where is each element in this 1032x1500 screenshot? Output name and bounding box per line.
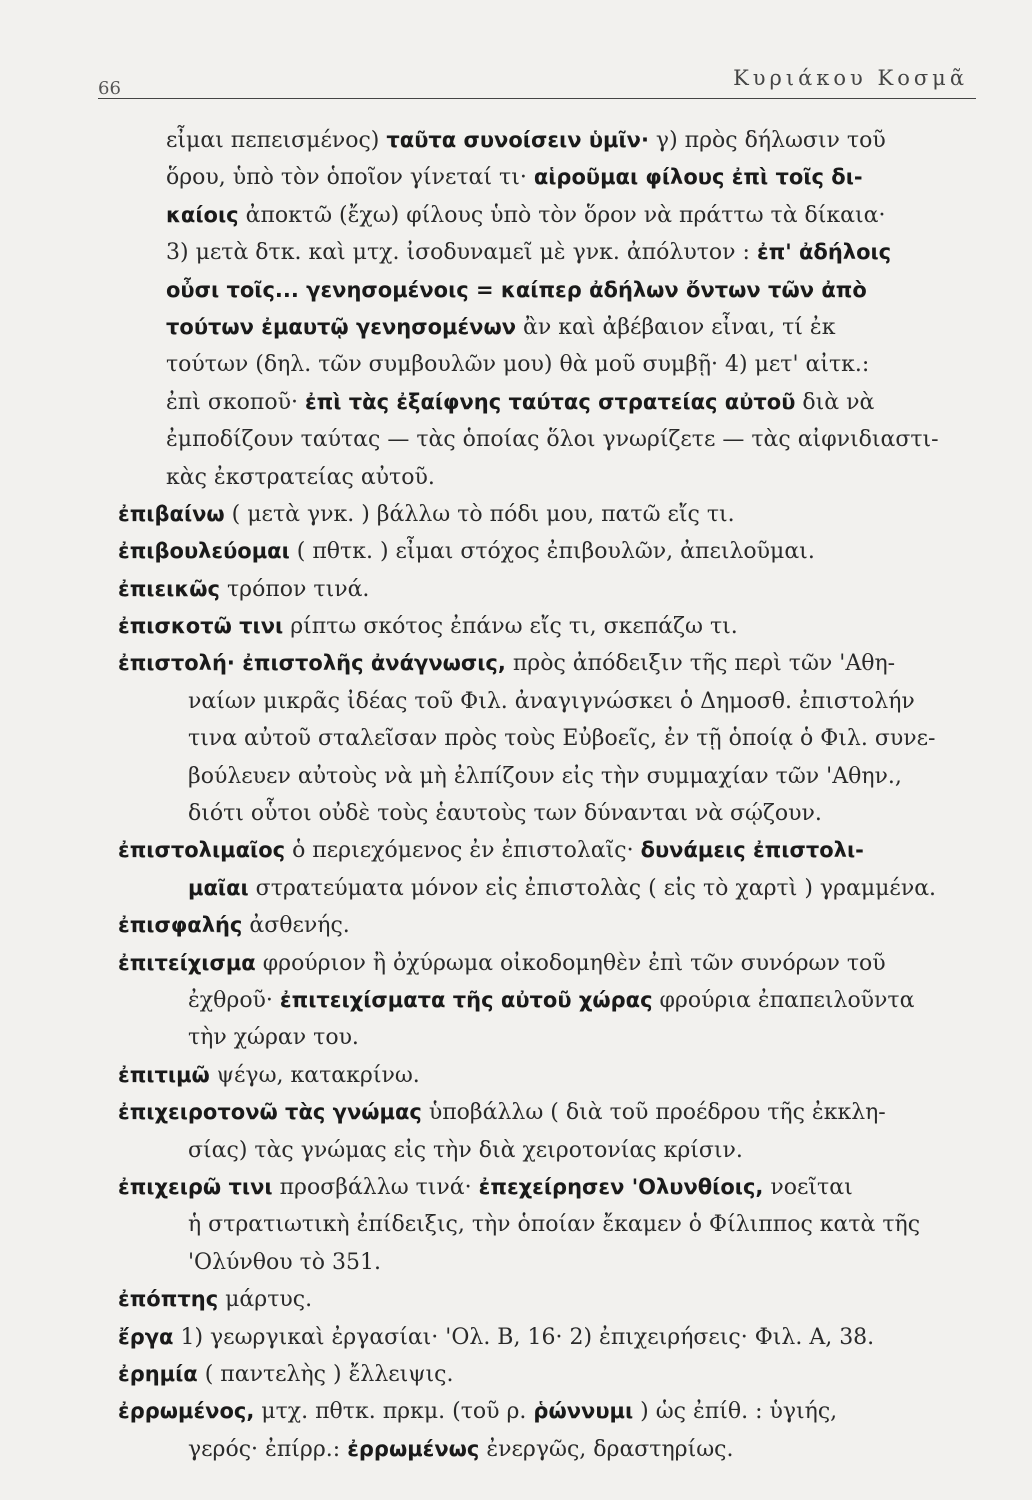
headword: ἐπιτιμῶ (118, 1062, 210, 1087)
definition-text: φρούριον ἢ ὀχύρωμα οἰκοδομηθὲν ἐπὶ τῶν συνόρων τοῦ (255, 950, 886, 976)
definition-text: μτχ. πθτκ. πρκμ. (τοῦ ρ. (254, 1399, 534, 1425)
headword: ἐπιβαίνω (118, 501, 225, 526)
definition-text: φρούρια ἐπαπειλοῦντα (652, 987, 915, 1013)
text-line (118, 1094, 988, 1131)
text-line (118, 795, 988, 832)
text-line (118, 1206, 988, 1243)
headword: ἐπισκοτῶ τινι (118, 614, 284, 639)
headword: καίοις (166, 202, 239, 227)
headword: ἐπόπτης (118, 1287, 219, 1312)
text-line (118, 720, 988, 757)
definition-text: τρόπον τινά. (219, 576, 370, 602)
definition-text: ( παντελὴς ) ἔλλειψις. (197, 1361, 454, 1387)
text-line (118, 1356, 988, 1393)
definition-text: στρατεύματα μόνον εἰς ἐπιστολὰς ( εἰς τὸ χαρτὶ ) γραμμένα. (248, 875, 937, 901)
text-line (118, 1244, 988, 1281)
text-line (118, 384, 988, 421)
text-line (118, 945, 988, 982)
page-number: 66 (98, 78, 121, 99)
definition-text: διότι οὗτοι οὐδὲ τοὺς ἑαυτοὺς των δύνανται νὰ σῴζουν. (188, 801, 822, 827)
headword: ἐπιχειρῶ τινι (118, 1174, 273, 1199)
headword: μαῖαι (188, 875, 249, 900)
text-line (118, 870, 988, 907)
text-line (118, 645, 988, 682)
text-line (118, 459, 988, 496)
text-line (118, 421, 988, 458)
headword: ἐπιστολή· ἐπιστολῆς ἀνάγνωσις, (118, 651, 506, 676)
text-line (118, 1393, 988, 1430)
headword: ἐπιτείχισμα (118, 950, 256, 975)
text-line (118, 1281, 988, 1318)
headword: ἐρρωμένος, (118, 1399, 255, 1424)
headword: ἐπισφαλής (118, 913, 243, 938)
definition-text: ) ὡς ἐπίθ. : ὑγιής, (633, 1399, 838, 1425)
headword: ἐρημία (118, 1361, 198, 1386)
headword: ἐπεχείρησεν 'Ολυνθίοις, (478, 1174, 764, 1199)
definition-text: γ) πρὸς δήλωσιν τοῦ (648, 128, 886, 153)
headword: ἐρρωμένως (347, 1436, 480, 1461)
headword: ταῦτα συνοίσειν ὑμῖν· (386, 128, 649, 152)
definition-text: ὑποβάλλω ( διὰ τοῦ προέδρου τῆς ἐκκλη- (421, 1100, 886, 1126)
headword: ἐπιβουλεύομαι (118, 539, 290, 564)
headword: δυνάμεις ἐπιστολι- (640, 838, 864, 863)
text-line (118, 571, 988, 608)
definition-text: ἐχθροῦ· (188, 987, 280, 1013)
definition-text: νοεῖται (763, 1174, 853, 1200)
headword: ἐπὶ τὰς ἐξαίφνης ταύτας στρατείας αὐτοῦ (304, 389, 796, 414)
definition-text: διὰ νὰ (795, 389, 875, 415)
definition-text: σίας) τὰς γνώμας εἰς τὴν διὰ χειροτονίας κρίσιν. (188, 1137, 743, 1163)
definition-text: ἀποκτῶ (ἔχω) φίλους ὑπὸ τὸν ὅρον νὰ πράττω τὰ δίκαια· (238, 202, 886, 228)
definition-text: 3) μετὰ δτκ. καὶ μτχ. ἰσοδυναμεῖ μὲ γνκ. ἀπόλυτον : (166, 240, 757, 266)
text-line (118, 533, 988, 570)
text-line (118, 832, 988, 869)
running-head: Κυριάκου Κοσμᾶ (733, 66, 968, 90)
definition-text: τὴν χώραν του. (188, 1025, 359, 1051)
text-line (118, 1319, 988, 1356)
definition-text: μάρτυς. (218, 1287, 313, 1313)
text-line (118, 1019, 988, 1056)
definition-text: τινα αὐτοῦ σταλεῖσαν πρὸς τοὺς Εὐβοεῖς, ἐν τῇ ὁποίᾳ ὁ Φιλ. συνε- (188, 726, 936, 752)
definition-text: ρίπτω σκότος ἐπάνω εἴς τι, σκεπάζω τι. (283, 614, 738, 640)
definition-text: τούτων (δηλ. τῶν συμβουλῶν μου) θὰ μοῦ συμβῇ· 4) μετ' αἰτκ.: (166, 352, 870, 378)
text-line (118, 234, 988, 271)
glossary-body (118, 122, 988, 1468)
headword: ἐπιτειχίσματα τῆς αὐτοῦ χώρας (279, 987, 653, 1012)
definition-text: ὅρου, ὑπὸ τὸν ὁποῖον γίνεταί τι· (166, 165, 534, 191)
headword: ἔργα (118, 1324, 174, 1349)
text-line (118, 159, 988, 196)
text-line (118, 1431, 988, 1468)
text-line (118, 1169, 988, 1206)
definition-text: εἶμαι πεπεισμένος) (166, 128, 387, 153)
text-line (118, 346, 988, 383)
text-line (118, 907, 988, 944)
headword: ἐπιχειροτονῶ τὰς γνώμας (118, 1100, 422, 1125)
definition-text: ἀσθενής. (242, 913, 350, 939)
text-line (118, 1057, 988, 1094)
definition-text: ὁ περιεχόμενος ἐν ἐπιστολαῖς· (285, 838, 641, 864)
definition-text: ( μετὰ γνκ. ) βάλλω τὸ πόδι μου, πατῶ εἴς τι. (224, 501, 735, 527)
headword: οὖσι τοῖς... γενησομένοις = καίπερ ἀδήλων ὄντων τῶν ἀπὸ (166, 277, 867, 302)
definition-text: ἐπὶ σκοποῦ· (166, 389, 305, 415)
text-line (118, 1132, 988, 1169)
page-header (98, 60, 976, 99)
text-line (118, 982, 988, 1019)
text-line (118, 197, 988, 234)
definition-text: ( πθτκ. ) εἶμαι στόχος ἐπιβουλῶν, ἀπειλοῦμαι. (289, 539, 815, 565)
text-line (118, 683, 988, 720)
text-line (118, 309, 988, 346)
headword: ἐπ' ἀδήλοις (756, 240, 892, 265)
text-line (118, 608, 988, 645)
definition-text: ἂν καὶ ἀβέβαιον εἶναι, τί ἐκ (516, 314, 836, 340)
definition-text: 1) γεωργικαὶ ἐργασίαι· 'Ολ. Β, 16· 2) ἐπιχειρήσεις· Φιλ. Α, 38. (173, 1324, 875, 1350)
definition-text: 'Ολύνθου τὸ 351. (188, 1249, 382, 1275)
headword: ἐπιεικῶς (118, 576, 220, 601)
definition-text: ναίων μικρᾶς ἰδέας τοῦ Φιλ. ἀναγιγνώσκει ὁ Δημοσθ. ἐπιστολήν (188, 688, 915, 714)
text-line (118, 122, 988, 159)
headword: τούτων ἐμαυτῷ γενησομένων (166, 314, 517, 339)
definition-text: βούλευεν αὐτοὺς νὰ μὴ ἐλπίζουν εἰς τὴν συμμαχίαν τῶν 'Αθην., (188, 763, 902, 789)
definition-text: ἐμποδίζουν ταύτας — τὰς ὁποίας ὅλοι γνωρίζετε — τὰς αἰφνιδιαστι- (166, 427, 939, 453)
definition-text: ἐνεργῶς, δραστηρίως. (479, 1436, 734, 1462)
text-line (118, 496, 988, 533)
headword: αἱροῦμαι φίλους ἐπὶ τοῖς δι- (533, 165, 863, 190)
definition-text: κὰς ἐκστρατείας αὐτοῦ. (166, 464, 435, 490)
definition-text: προσβάλλω τινά· (272, 1174, 479, 1200)
headword: ῥώννυμι (533, 1399, 634, 1424)
definition-text: γερός· ἐπίρρ.: (188, 1436, 348, 1462)
headword: ἐπιστολιμαῖος (118, 838, 286, 863)
text-line (118, 758, 988, 795)
definition-text: ψέγω, κατακρίνω. (209, 1062, 420, 1088)
definition-text: ἡ στρατιωτικὴ ἐπίδειξις, τὴν ὁποίαν ἔκαμεν ὁ Φίλιππος κατὰ τῆς (188, 1212, 921, 1238)
text-line (118, 272, 988, 309)
definition-text: πρὸς ἀπόδειξιν τῆς περὶ τῶν 'Αθη- (505, 651, 896, 677)
